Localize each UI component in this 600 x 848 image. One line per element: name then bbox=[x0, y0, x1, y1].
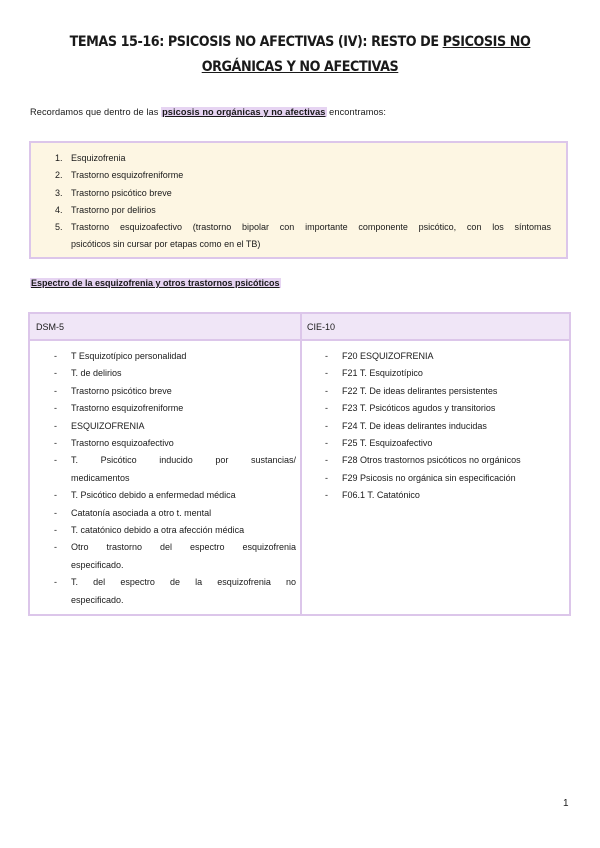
item-text: F22 T. De ideas delirantes persistentes bbox=[342, 385, 498, 396]
list-text: Trastorno esquizofreniforme bbox=[71, 170, 184, 181]
header-dsm5: DSM-5 bbox=[36, 322, 65, 332]
item-text: T. de delirios bbox=[71, 368, 122, 379]
cie10-item bbox=[325, 452, 555, 469]
intro-sentence bbox=[30, 107, 386, 117]
item-text: Trastorno esquizofreniforme bbox=[71, 403, 184, 414]
dsm5-item bbox=[54, 505, 296, 522]
dsm5-item bbox=[54, 487, 296, 504]
list-item bbox=[51, 219, 551, 254]
dash-bullet: - bbox=[54, 455, 57, 466]
cie10-item bbox=[325, 365, 555, 382]
item-text-line1: T. del espectro de la esquizofrenia no bbox=[71, 577, 296, 588]
dash-bullet: - bbox=[325, 455, 328, 466]
list-item bbox=[51, 202, 551, 219]
dsm5-item bbox=[54, 383, 296, 400]
dsm5-item bbox=[54, 539, 296, 574]
item-text: F25 T. Esquizoafectivo bbox=[342, 438, 433, 449]
cie10-item bbox=[325, 400, 555, 417]
item-text-line2: medicamentos bbox=[71, 472, 130, 483]
cie10-item bbox=[325, 383, 555, 400]
list-text-line2: psicóticos sin cursar por etapas como en el TB) bbox=[71, 239, 261, 250]
item-text: T Esquizotípico personalidad bbox=[71, 351, 187, 361]
dash-bullet: - bbox=[54, 368, 57, 379]
item-text: F06.1 T. Catatónico bbox=[342, 490, 420, 501]
classification-table bbox=[28, 312, 571, 616]
cie10-item bbox=[325, 435, 555, 452]
dash-bullet: - bbox=[54, 577, 57, 588]
dsm5-item bbox=[54, 365, 296, 382]
item-text: T. Psicótico debido a enfermedad médica bbox=[71, 490, 236, 501]
dsm5-item bbox=[54, 400, 296, 417]
list-item bbox=[51, 185, 551, 202]
dsm5-item bbox=[54, 348, 296, 365]
dash-bullet: - bbox=[325, 438, 328, 449]
dash-bullet: - bbox=[325, 351, 328, 361]
numbered-list bbox=[51, 150, 551, 254]
list-text: Trastorno psicótico breve bbox=[71, 187, 172, 198]
list-text: Trastorno por delirios bbox=[71, 204, 156, 215]
dash-bullet: - bbox=[54, 403, 57, 414]
dash-bullet: - bbox=[54, 507, 57, 518]
dsm5-item bbox=[54, 435, 296, 452]
item-text: ESQUIZOFRENIA bbox=[71, 420, 145, 431]
item-text: F23 T. Psicóticos agudos y transitorios bbox=[342, 403, 496, 414]
item-text: F21 T. Esquizotípico bbox=[342, 368, 423, 379]
item-text: F24 T. De ideas delirantes inducidas bbox=[342, 420, 487, 431]
item-text: Trastorno esquizoafectivo bbox=[71, 438, 174, 449]
list-text-line1: Trastorno esquizoafectivo (trastorno bipolar con importante componente psicótico, con los síntomas bbox=[71, 222, 551, 233]
item-text: F29 Psicosis no orgánica sin especificación bbox=[342, 472, 516, 483]
dsm5-item bbox=[54, 574, 296, 609]
dsm5-item bbox=[54, 452, 296, 487]
intro-highlight: psicosis no orgánicas y no afectivas bbox=[162, 107, 326, 117]
dash-bullet: - bbox=[325, 420, 328, 431]
dash-bullet: - bbox=[54, 420, 57, 431]
list-text: Esquizofrenia bbox=[71, 153, 126, 163]
dash-bullet: - bbox=[325, 385, 328, 396]
cie10-item bbox=[325, 418, 555, 435]
title-underlined: PSICOSIS NO ORGÁNICAS Y NO AFECTIVAS bbox=[201, 34, 531, 75]
dash-bullet: - bbox=[325, 403, 328, 414]
list-number: 1. bbox=[55, 153, 63, 163]
intro-before: Recordamos que dentro de las bbox=[30, 107, 162, 117]
item-text: F28 Otros trastornos psicóticos no orgánicos bbox=[342, 455, 521, 466]
dash-bullet: - bbox=[54, 438, 57, 449]
header-cie10: CIE-10 bbox=[307, 322, 336, 332]
cie10-item bbox=[325, 487, 555, 504]
cie10-item bbox=[325, 348, 555, 365]
dash-bullet: - bbox=[325, 368, 328, 379]
title-prefix: TEMAS 15-16: PSICOSIS NO AFECTIVAS (IV): RESTO DE bbox=[69, 34, 443, 50]
list-number: 3. bbox=[55, 187, 63, 198]
cie10-list bbox=[325, 348, 555, 505]
dsm5-list bbox=[54, 348, 296, 609]
item-text-line1: T. Psicótico inducido por sustancias/ bbox=[71, 455, 296, 466]
item-text-line2: especificado. bbox=[71, 559, 124, 570]
page-number: 1 bbox=[563, 798, 569, 809]
dash-bullet: - bbox=[54, 525, 57, 536]
page-title bbox=[62, 30, 537, 80]
item-text: Catatonía asociada a otro t. mental bbox=[71, 507, 212, 518]
intro-after: encontramos: bbox=[326, 107, 387, 117]
list-number: 2. bbox=[55, 170, 63, 181]
section-heading: Espectro de la esquizofrenia y otros trastornos psicóticos bbox=[31, 278, 280, 288]
column-divider bbox=[300, 314, 302, 614]
list-item bbox=[51, 150, 551, 167]
cie10-item bbox=[325, 470, 555, 487]
list-number: 5. bbox=[55, 222, 63, 233]
list-number: 4. bbox=[55, 204, 63, 215]
numbered-list-box bbox=[29, 141, 568, 259]
dash-bullet: - bbox=[54, 490, 57, 501]
list-item bbox=[51, 167, 551, 184]
item-text: T. catatónico debido a otra afección médica bbox=[71, 525, 245, 536]
dash-bullet: - bbox=[325, 490, 328, 501]
item-text-line1: Otro trastorno del espectro esquizofrenia bbox=[71, 542, 296, 553]
item-text-line2: especificado. bbox=[71, 594, 124, 605]
dsm5-item bbox=[54, 418, 296, 435]
dash-bullet: - bbox=[54, 542, 57, 553]
dash-bullet: - bbox=[325, 472, 328, 483]
item-text: Trastorno psicótico breve bbox=[71, 385, 172, 396]
dsm5-item bbox=[54, 522, 296, 539]
dash-bullet: - bbox=[54, 351, 57, 361]
item-text: F20 ESQUIZOFRENIA bbox=[342, 351, 434, 361]
dash-bullet: - bbox=[54, 385, 57, 396]
